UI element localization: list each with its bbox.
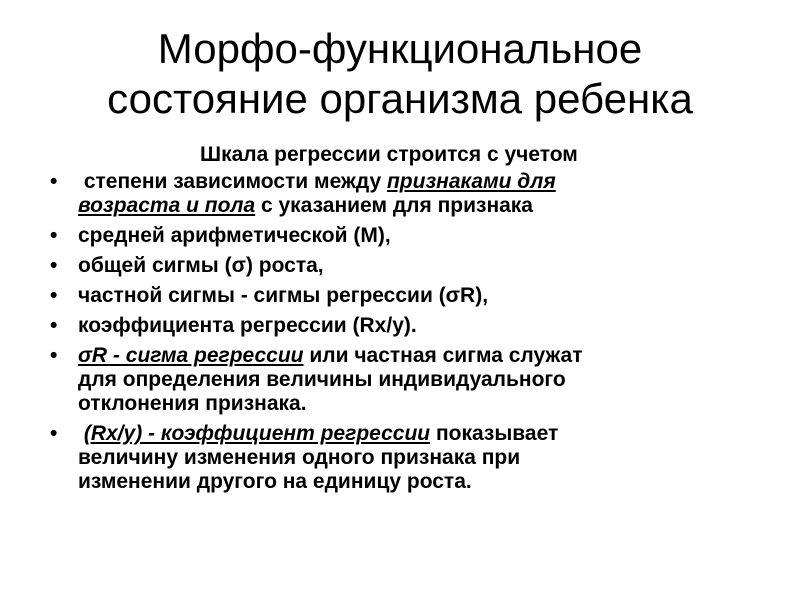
- list-item-text: для определения величины индивидуального: [78, 368, 566, 391]
- list-item-text: величину изменения одного признака при: [78, 446, 521, 469]
- list-item-emphasis: признаками для: [386, 170, 556, 193]
- list-item-line: [78, 422, 750, 446]
- bullet-icon: •: [50, 344, 58, 367]
- list-item: [50, 422, 750, 494]
- slide-title-line-1: Морфо-функциональное: [157, 25, 643, 72]
- list-item: [50, 344, 750, 416]
- list-item-line: [78, 194, 750, 218]
- list-item-text: с указанием для признака: [255, 194, 533, 217]
- list-item: [50, 254, 750, 278]
- list-item-line: [78, 170, 750, 194]
- slide-title-line-2: состояние организма ребенка: [107, 75, 693, 122]
- list-item-text: отклонения признака.: [78, 392, 307, 415]
- list-item-text: показывает: [430, 422, 559, 445]
- list-item-text: частной сигмы - сигмы регрессии (σR),: [78, 284, 489, 307]
- list-item: [50, 170, 750, 218]
- bullet-icon: •: [50, 254, 58, 277]
- list-item-emphasis: (Rx/y) - коэффициент регрессии: [83, 422, 431, 445]
- list-item: [50, 284, 750, 308]
- list-item-text: общей сигмы (σ) роста,: [78, 254, 324, 277]
- list-item-text: коэффициента регрессии (Rx/y).: [78, 314, 417, 337]
- list-item-text: средней арифметической (М),: [78, 224, 391, 247]
- bullet-icon: •: [50, 422, 58, 445]
- slide-subtitle: Шкала регрессии строится с учетом: [200, 143, 578, 166]
- list-item-text: или частная сигма служат: [303, 344, 583, 367]
- list-item-text: степени зависимости между: [78, 170, 387, 193]
- list-item-emphasis: σR - сигма регрессии: [78, 344, 304, 367]
- list-item-line: [78, 344, 750, 368]
- bullet-icon: •: [50, 224, 58, 247]
- bullet-list: [50, 170, 750, 500]
- list-item-text: изменении другого на единицу роста.: [78, 470, 472, 493]
- slide-title: [40, 24, 760, 124]
- list-item: [50, 314, 750, 338]
- bullet-icon: •: [50, 314, 58, 337]
- list-item: [50, 224, 750, 248]
- bullet-icon: •: [50, 170, 58, 193]
- list-item-emphasis: возраста и пола: [78, 194, 256, 217]
- bullet-icon: •: [50, 284, 58, 307]
